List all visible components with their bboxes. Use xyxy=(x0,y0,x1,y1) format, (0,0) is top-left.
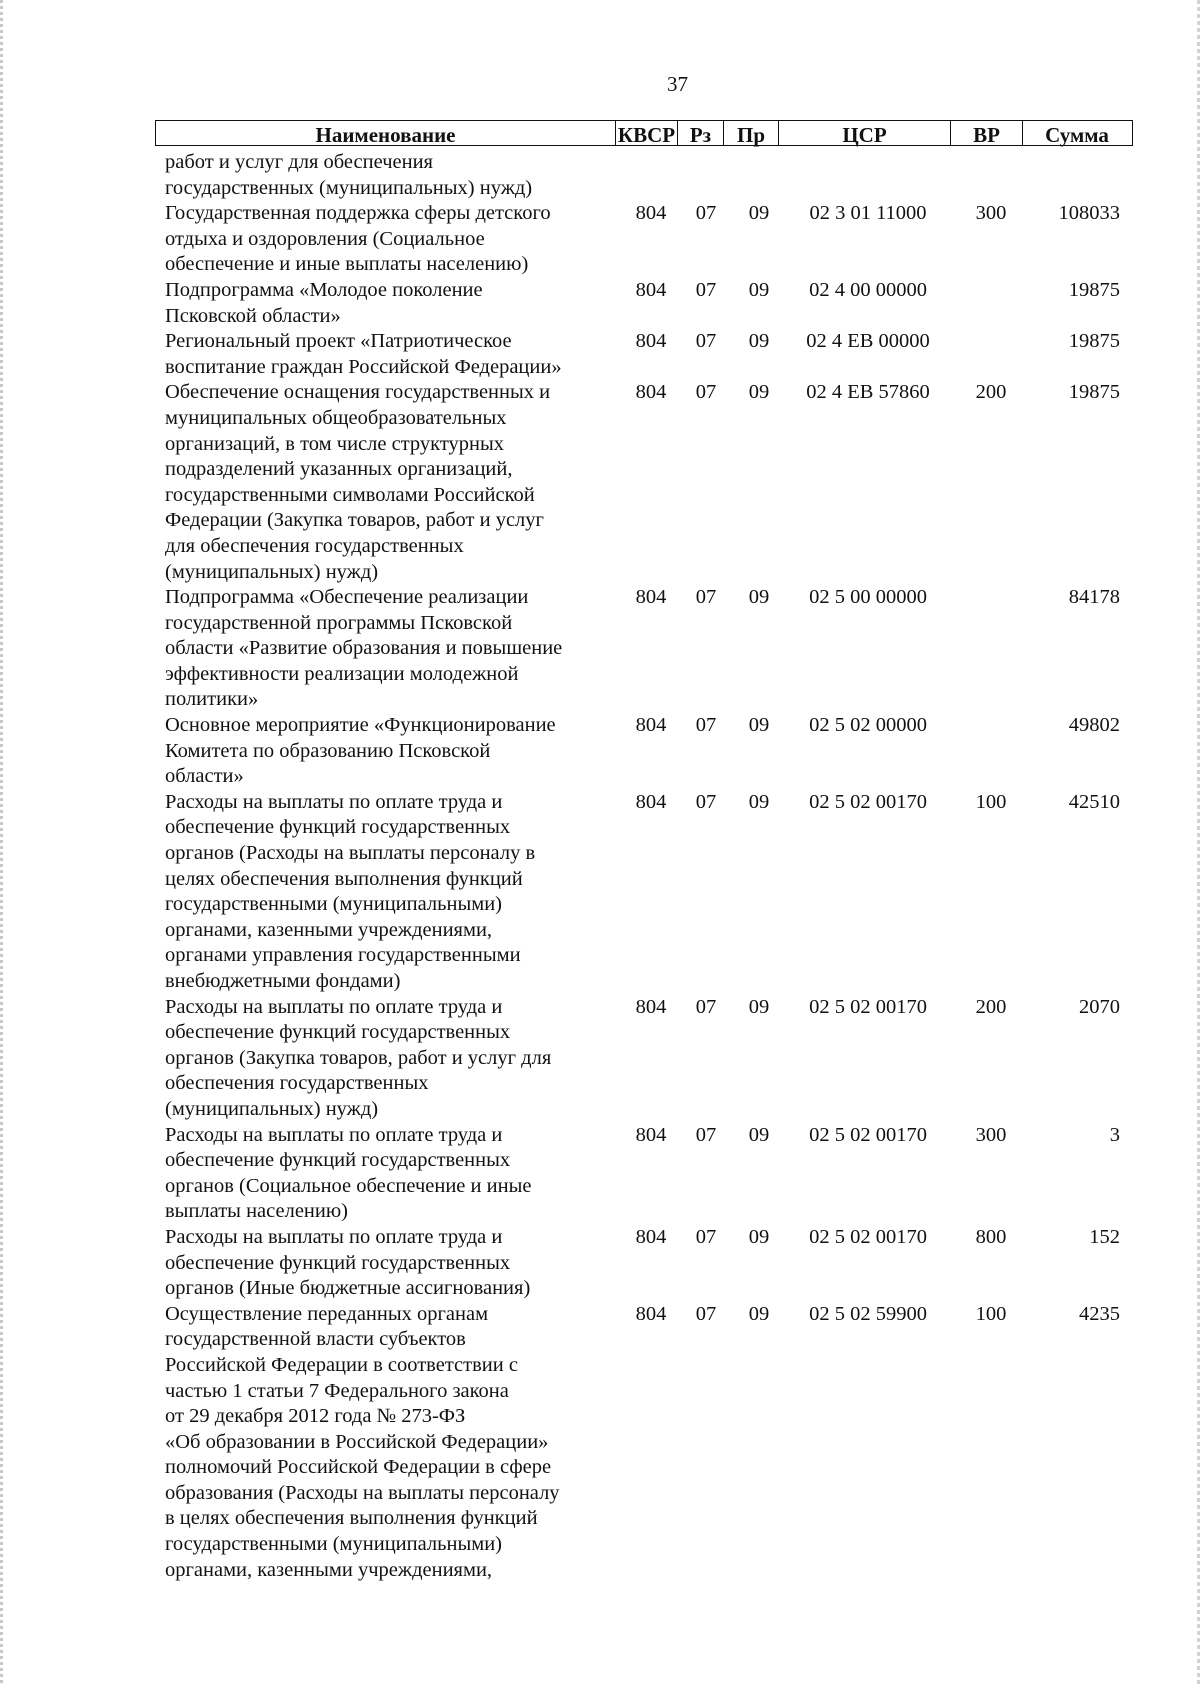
cell-pr: 09 xyxy=(748,586,770,609)
cell-vr: 100 xyxy=(975,1302,1007,1325)
cell-vr: 300 xyxy=(975,1123,1007,1146)
cell-sum: 4235 xyxy=(1079,1302,1120,1325)
cell-name-line: органами, казенными учреждениями, xyxy=(165,1558,493,1581)
table-row xyxy=(165,995,1135,1123)
page-number: 37 xyxy=(667,72,688,96)
cell-rz: 07 xyxy=(695,714,717,737)
cell-name-line: выплаты населению) xyxy=(165,1200,349,1223)
cell-name-line: обеспечение функций государственных xyxy=(165,1251,511,1274)
cell-name xyxy=(165,995,595,1123)
cell-name-line: обеспечение функций государственных xyxy=(165,1021,511,1044)
cell-pr: 09 xyxy=(748,995,770,1018)
cell-name-line: Расходы на выплаты по оплате труда и xyxy=(165,790,503,813)
cell-name-line: (муниципальных) нужд) xyxy=(165,1097,379,1120)
cell-name-line: Комитета по образованию Псковской xyxy=(165,739,491,762)
cell-name-line: Региональный проект «Патриотическое xyxy=(165,330,512,353)
cell-name-line: Осуществление переданных органам xyxy=(165,1302,489,1325)
table-row xyxy=(165,201,1135,278)
cell-csr: 02 5 02 00000 xyxy=(809,714,927,737)
cell-kvsr: 804 xyxy=(635,790,667,813)
cell-name xyxy=(165,790,595,995)
cell-name xyxy=(165,278,595,329)
table-row xyxy=(165,585,1135,713)
cell-vr: 300 xyxy=(975,202,1007,225)
cell-rz: 07 xyxy=(695,330,717,353)
cell-rz: 07 xyxy=(695,1123,717,1146)
cell-name-line: организаций, в том числе структурных xyxy=(165,432,505,455)
cell-vr: 800 xyxy=(975,1225,1007,1248)
cell-name-line: Подпрограмма «Молодое поколение xyxy=(165,278,483,301)
cell-name-line: муниципальных общеобразовательных xyxy=(165,406,507,429)
scan-edge-left xyxy=(0,0,3,1686)
cell-kvsr: 804 xyxy=(635,586,667,609)
header-pr: Пр xyxy=(724,121,779,145)
cell-name-line: образования (Расходы на выплаты персоналу xyxy=(165,1481,560,1504)
cell-sum: 49802 xyxy=(1068,714,1120,737)
cell-pr: 09 xyxy=(748,202,770,225)
cell-name-line: обеспечение функций государственных xyxy=(165,1149,511,1172)
cell-name-line: полномочий Российской Федерации в сфере xyxy=(165,1456,552,1479)
cell-kvsr: 804 xyxy=(635,278,667,301)
cell-name-line: Расходы на выплаты по оплате труда и xyxy=(165,995,503,1018)
table-body xyxy=(165,150,1135,1583)
table-row xyxy=(165,713,1135,790)
cell-name-line: «Об образовании в Российской Федерации» xyxy=(165,1430,549,1453)
table-header xyxy=(155,120,1133,146)
cell-name-line: работ и услуг для обеспечения xyxy=(165,151,433,173)
cell-kvsr: 804 xyxy=(635,381,667,404)
header-rz: Рз xyxy=(678,121,724,145)
cell-pr: 09 xyxy=(748,330,770,353)
cell-name-line: органами, казенными учреждениями, xyxy=(165,918,493,941)
table-row xyxy=(165,278,1135,329)
table-row xyxy=(165,380,1135,585)
cell-pr: 09 xyxy=(748,714,770,737)
cell-name xyxy=(165,1302,595,1584)
cell-name-line: государственных (муниципальных) нужд) xyxy=(165,176,533,199)
cell-name xyxy=(165,380,595,585)
table-row xyxy=(165,329,1135,380)
cell-name-line: органов (Социальное обеспечение и иные xyxy=(165,1174,532,1197)
cell-name-line: органов (Расходы на выплаты персоналу в xyxy=(165,842,536,865)
cell-pr: 09 xyxy=(748,381,770,404)
cell-name-line: государственными символами Российской xyxy=(165,483,535,506)
header-sum: Сумма xyxy=(1045,123,1109,147)
cell-name-line: органов (Иные бюджетные ассигнования) xyxy=(165,1277,531,1300)
cell-name xyxy=(165,329,595,380)
cell-name-line: области «Развитие образования и повышение xyxy=(165,637,563,660)
cell-name-line: отдыха и оздоровления (Социальное xyxy=(165,227,485,250)
cell-rz: 07 xyxy=(695,278,717,301)
cell-name-line: государственными (муниципальными) xyxy=(165,1533,502,1556)
cell-name-line: государственной власти субъектов xyxy=(165,1328,466,1351)
cell-name-line: обеспечение функций государственных xyxy=(165,816,511,839)
cell-name-line: в целях обеспечения выполнения функций xyxy=(165,1507,538,1530)
cell-name-line: Псковской области» xyxy=(165,304,341,327)
cell-rz: 07 xyxy=(695,381,717,404)
cell-pr: 09 xyxy=(748,278,770,301)
cell-name-line: Подпрограмма «Обеспечение реализации xyxy=(165,586,529,609)
table-row xyxy=(165,1302,1135,1584)
cell-name-line: Российской Федерации в соответствии с xyxy=(165,1353,518,1376)
cell-rz: 07 xyxy=(695,586,717,609)
cell-sum: 3 xyxy=(1109,1123,1120,1146)
cell-pr: 09 xyxy=(748,1225,770,1248)
cell-csr: 02 5 02 00170 xyxy=(809,790,927,813)
cell-vr: 100 xyxy=(975,790,1007,813)
table-row xyxy=(165,1123,1135,1225)
cell-name-line: политики» xyxy=(165,688,259,711)
cell-name-line: Федерации (Закупка товаров, работ и услуг xyxy=(165,509,544,532)
cell-name xyxy=(165,713,595,790)
cell-kvsr: 804 xyxy=(635,1225,667,1248)
cell-name-line: частью 1 статьи 7 Федерального закона xyxy=(165,1379,509,1402)
cell-name-line: от 29 декабря 2012 года № 273-ФЗ xyxy=(165,1405,466,1428)
cell-csr: 02 5 02 00170 xyxy=(809,995,927,1018)
cell-rz: 07 xyxy=(695,790,717,813)
cell-vr: 200 xyxy=(975,995,1007,1018)
cell-name-line: (муниципальных) нужд) xyxy=(165,560,379,583)
cell-kvsr: 804 xyxy=(635,995,667,1018)
cell-name-line: целях обеспечения выполнения функций xyxy=(165,867,523,890)
cell-csr: 02 5 02 59900 xyxy=(809,1302,927,1325)
cell-name-line: подразделений указанных организаций, xyxy=(165,458,513,481)
cell-kvsr: 804 xyxy=(635,330,667,353)
cell-sum: 2070 xyxy=(1079,995,1120,1018)
table-row xyxy=(165,790,1135,995)
cell-csr: 02 4 ЕВ 00000 xyxy=(806,330,930,353)
cell-name-line: государственной программы Псковской xyxy=(165,611,513,634)
cell-name-line: обеспечение и иные выплаты населению) xyxy=(165,253,529,276)
cell-kvsr: 804 xyxy=(635,202,667,225)
cell-csr: 02 4 00 00000 xyxy=(809,278,927,301)
cell-name xyxy=(165,1123,595,1225)
cell-name-line: органов (Закупка товаров, работ и услуг для xyxy=(165,1046,552,1069)
cell-name-line: органами управления государственными xyxy=(165,944,521,967)
cell-name-line: Расходы на выплаты по оплате труда и xyxy=(165,1225,503,1248)
cell-pr: 09 xyxy=(748,1302,770,1325)
cell-csr: 02 4 ЕВ 57860 xyxy=(806,381,930,404)
cell-csr: 02 5 00 00000 xyxy=(809,586,927,609)
header-kvsr: КВСР xyxy=(616,121,678,145)
cell-name-line: государственными (муниципальными) xyxy=(165,893,502,916)
header-name: Наименование xyxy=(156,121,616,145)
cell-name xyxy=(165,1225,595,1302)
cell-sum: 19875 xyxy=(1068,278,1120,301)
cell-name-line: эффективности реализации молодежной xyxy=(165,662,519,685)
table-row xyxy=(165,1225,1135,1302)
cell-rz: 07 xyxy=(695,1302,717,1325)
cell-csr: 02 3 01 11000 xyxy=(809,202,927,225)
cell-csr: 02 5 02 00170 xyxy=(809,1123,927,1146)
cell-kvsr: 804 xyxy=(635,1123,667,1146)
cell-sum: 19875 xyxy=(1068,330,1120,353)
cell-name xyxy=(165,150,595,201)
cell-csr: 02 5 02 00170 xyxy=(809,1225,927,1248)
cell-kvsr: 804 xyxy=(635,1302,667,1325)
cell-rz: 07 xyxy=(695,995,717,1018)
cell-sum: 152 xyxy=(1089,1225,1120,1248)
cell-sum: 42510 xyxy=(1068,790,1120,813)
cell-rz: 07 xyxy=(695,202,717,225)
cell-name-line: области» xyxy=(165,765,244,788)
table-row xyxy=(165,150,1135,201)
cell-vr: 200 xyxy=(975,381,1007,404)
cell-name-line: внебюджетными фондами) xyxy=(165,970,401,992)
cell-name-line: обеспечения государственных xyxy=(165,1072,429,1095)
cell-name-line: Основное мероприятие «Функционирование xyxy=(165,714,556,737)
cell-name-line: Обеспечение оснащения государственных и xyxy=(165,381,551,404)
cell-sum: 19875 xyxy=(1068,381,1120,404)
cell-pr: 09 xyxy=(748,1123,770,1146)
cell-name-line: для обеспечения государственных xyxy=(165,534,464,557)
cell-pr: 09 xyxy=(748,790,770,813)
header-vr: ВР xyxy=(951,121,1023,145)
cell-kvsr: 804 xyxy=(635,714,667,737)
cell-name-line: воспитание граждан Российской Федерации» xyxy=(165,355,562,378)
cell-sum: 108033 xyxy=(1058,202,1120,225)
cell-name xyxy=(165,585,595,713)
cell-sum: 84178 xyxy=(1068,586,1120,609)
header-csr: ЦСР xyxy=(779,121,951,145)
cell-rz: 07 xyxy=(695,1225,717,1248)
cell-name-line: Государственная поддержка сферы детского xyxy=(165,202,551,225)
cell-name-line: Расходы на выплаты по оплате труда и xyxy=(165,1123,503,1146)
cell-name xyxy=(165,201,595,278)
